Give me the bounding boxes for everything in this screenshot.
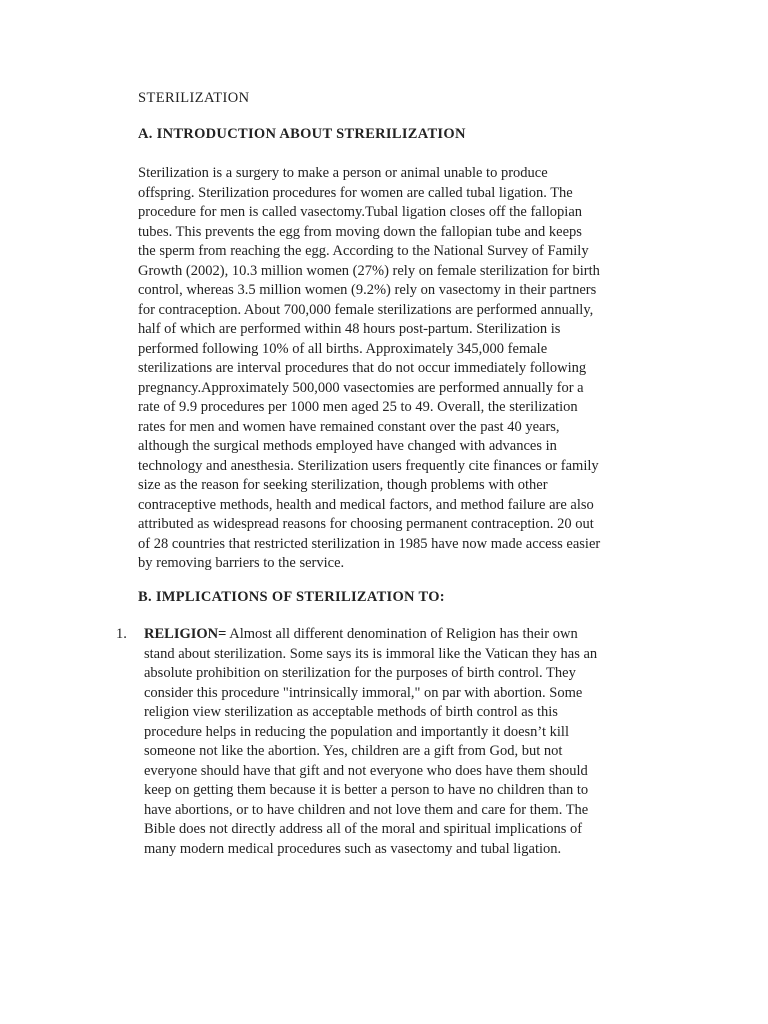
paragraph-line: control, whereas 3.5 million women (9.2%) rely on vasectomy in their partners — [138, 282, 597, 298]
paragraph-line: by removing barriers to the service. — [138, 555, 345, 571]
section-b-heading: B. IMPLICATIONS OF STERILIZATION TO: — [138, 589, 445, 605]
paragraph-line: Growth (2002), 10.3 million women (27%) rely on female sterilization for birth — [138, 262, 600, 279]
paragraph-line: have abortions, or to have children and not love them and care for them. The — [144, 801, 589, 818]
paragraph-line: Sterilization is a surgery to make a person or animal unable to produce — [138, 165, 548, 181]
paragraph-line: half of which are performed within 48 hours post-partum. Sterilization is — [138, 321, 561, 337]
paragraph-line: size as the reason for seeking sterilization, though problems with other — [138, 477, 548, 493]
list-item-label: RELIGION= — [144, 626, 227, 642]
paragraph-line: the sperm from reaching the egg. According to the National Survey of Family — [138, 243, 589, 259]
paragraph-line: procedure for men is called vasectomy.Tubal ligation closes off the fallopian — [138, 204, 583, 220]
paragraph-line: attributed as widespread reasons for choosing permanent contraception. 20 out — [138, 516, 594, 532]
first-line — [144, 625, 634, 645]
list-item-number: 1. — [116, 626, 127, 642]
paragraph-line: tubes. This prevents the egg from moving down the fallopian tube and keeps — [138, 223, 582, 240]
paragraph-line: although the surgical methods employed have changed with advances in — [138, 438, 557, 454]
paragraph-line: consider this procedure "intrinsically immoral," on par with abortion. Some — [144, 684, 583, 701]
paragraph-line: everyone should have that gift and not everyone who does have them should — [144, 762, 588, 779]
introduction-paragraph — [138, 164, 634, 574]
section-a-heading: A. INTRODUCTION ABOUT STRERILIZATION — [138, 126, 466, 142]
paragraph-line: someone not like the abortion. Yes, children are a gift from God, but not — [144, 743, 563, 759]
paragraph-line: many modern medical procedures such as vasectomy and tubal ligation. — [144, 840, 562, 857]
paragraph-line: procedure helps in reducing the population and importantly it doesn’t kill — [144, 723, 569, 740]
first-line-text: Almost all different denomination of Religion has their own — [226, 626, 578, 642]
paragraph-line: offspring. Sterilization procedures for women are called tubal ligation. The — [138, 184, 573, 201]
paragraph-line: pregnancy.Approximately 500,000 vasectomies are performed annually for a — [138, 379, 584, 396]
paragraph-line: performed following 10% of all births. Approximately 345,000 female — [138, 340, 548, 357]
paragraph-line: for contraception. About 700,000 female sterilizations are performed annually, — [138, 301, 594, 318]
paragraph-line: keep on getting them because it is better a person to have no children than to — [144, 782, 589, 798]
list-item-body — [144, 625, 634, 859]
paragraph-line: Bible does not directly address all of the moral and spiritual implications of — [144, 821, 583, 837]
paragraph-line: of 28 countries that restricted sterilization in 1985 have now made access easier — [138, 535, 601, 552]
paragraph-line: stand about sterilization. Some says its is immoral like the Vatican they has an — [144, 645, 598, 662]
paragraph-line: absolute prohibition on sterilization for the purposes of birth control. They — [144, 665, 576, 681]
paragraph-line: rate of 9.9 procedures per 1000 men aged 25 to 49. Overall, the sterilization — [138, 399, 578, 415]
document-title: STERILIZATION — [138, 90, 250, 106]
paragraph-line: rates for men and women have remained constant over the past 40 years, — [138, 418, 560, 435]
paragraph-line: sterilizations are interval procedures that do not occur immediately following — [138, 360, 587, 376]
paragraph-line: contraceptive methods, health and medical factors, and method failure are also — [138, 496, 594, 513]
paragraph-line: technology and anesthesia. Sterilization users frequently cite finances or family — [138, 457, 599, 474]
paragraph-line: religion view sterilization as acceptable methods of birth control as this — [144, 704, 558, 720]
